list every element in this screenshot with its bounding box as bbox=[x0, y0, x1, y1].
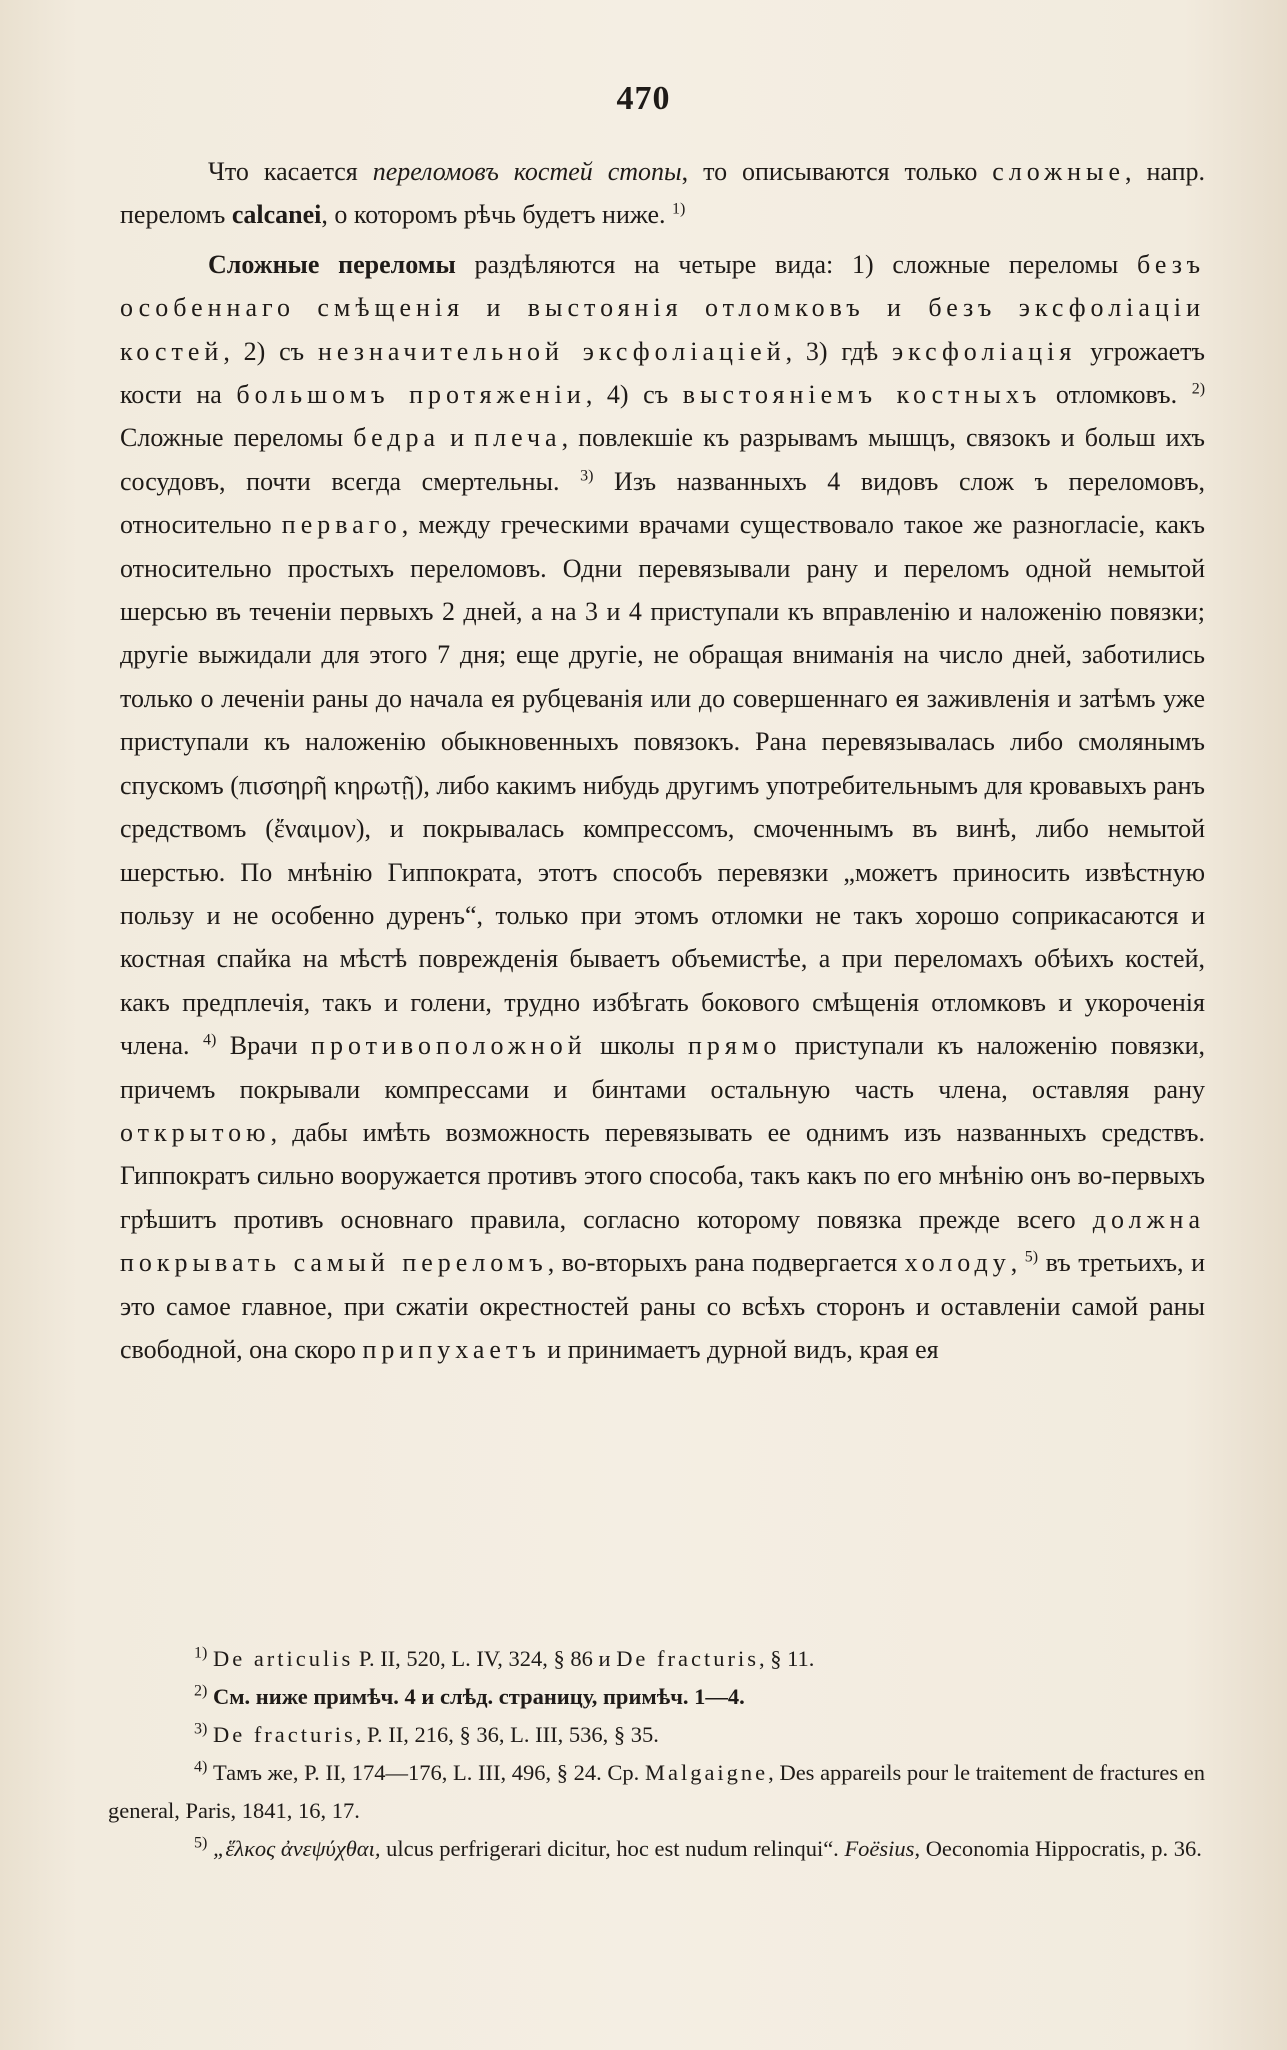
text-run: должна покрывать самый переломъ bbox=[120, 1204, 1205, 1278]
text-run: , то описываются только bbox=[681, 157, 993, 186]
text-run: , 3) гдѣ bbox=[785, 336, 892, 366]
text-run: De articulis bbox=[212, 1646, 354, 1671]
text-run: См. ниже примѣч. 4 и слѣд. страницу, примѣч. 1—4. bbox=[207, 1684, 745, 1709]
text-run: открытою bbox=[120, 1117, 271, 1147]
footnote-marker: 1) bbox=[672, 200, 686, 218]
text-run: выстояніемъ костныхъ bbox=[682, 380, 1042, 410]
footnote-marker: 3) bbox=[580, 467, 594, 485]
text-run: , повлекшіе къ разрывамъ мышцъ, связокъ и больш ихъ сосудовъ, почти всегда смертельны. bbox=[120, 423, 1205, 496]
text-run: переломовъ костей стопы bbox=[372, 157, 682, 186]
footnote-4 bbox=[108, 1754, 1205, 1830]
text-run: припухаетъ bbox=[362, 1334, 541, 1364]
text-run: и принимаетъ дурной видъ, края ея bbox=[540, 1334, 939, 1364]
text-run: ulcus perfrigerari dicitur, hoc est nudum relinqui“. bbox=[386, 1836, 845, 1861]
text-run: приступали къ наложенію повязки, причемъ покрывали компрессами и бинтами остальную часть члена, оставляя рану bbox=[120, 1031, 1206, 1104]
text-run: Foësius bbox=[844, 1836, 915, 1861]
footnotes bbox=[108, 1640, 1205, 1868]
paragraph-1 bbox=[120, 150, 1205, 237]
footnote-marker: 3) bbox=[194, 1720, 208, 1738]
text-run: , Des appareils pour le traitement de fractures en general, Paris, 1841, 16, 17. bbox=[108, 1760, 1206, 1823]
text-run: эксфоліація bbox=[891, 336, 1077, 366]
text-run: безъ особеннаго смѣщенія и выстоянія отломковъ и безъ эксфоліаціи костей bbox=[120, 249, 1206, 366]
footnote-marker: 1) bbox=[194, 1644, 208, 1662]
footnote-marker: 2) bbox=[1191, 380, 1206, 398]
text-run: противоположной bbox=[311, 1031, 587, 1061]
paragraph-2 bbox=[120, 243, 1205, 1372]
text-run: De fracturis bbox=[616, 1646, 760, 1671]
text-run: Изъ названныхъ 4 видовъ слож ъ переломовъ, относительно bbox=[120, 466, 1206, 540]
footnote-1 bbox=[108, 1640, 1205, 1678]
text-run: плеча bbox=[474, 423, 562, 453]
text-run: Что касается bbox=[208, 157, 373, 186]
text-run: раздѣляются на четыре вида: 1) сложные переломы bbox=[455, 249, 1137, 279]
text-run: незначительной эксфоліаціей bbox=[317, 336, 786, 366]
text-run: , 2) съ bbox=[223, 336, 318, 366]
footnote-marker: 5) bbox=[194, 1834, 208, 1852]
text-run: и bbox=[440, 423, 475, 453]
text-run: , 4) съ bbox=[585, 380, 683, 410]
text-run: , о которомъ рѣчь будетъ ниже. bbox=[321, 200, 673, 230]
text-run: , bbox=[1010, 1248, 1025, 1278]
footnote-marker: 4) bbox=[203, 1031, 217, 1049]
text-run: сложные bbox=[992, 157, 1126, 186]
text-run: холоду bbox=[904, 1248, 1011, 1278]
text-run: угрожаетъ кости на bbox=[120, 336, 1205, 410]
footnote-3 bbox=[108, 1716, 1205, 1754]
text-run: , Oeconomia Hippocratis, p. 36. bbox=[914, 1836, 1202, 1861]
text-run: P. II, 520, L. IV, 324, § 86 и bbox=[353, 1646, 617, 1671]
text-run: , P. II, 216, § 36, L. III, 536, § 35. bbox=[355, 1722, 659, 1747]
text-run: , между греческими врачами существовало такое же разногласіе, какъ относительно простыхъ переломовъ. Одни перевязывали рану и переломъ одной немытой шерсью въ теченіи первыхъ 2 дней, а на 3 и 4 приступали къ вправленію и наложенію повязки; другіе выжидали для этого 7 дня; еще другіе, не обращая вниманія на число дней, заботились только о леченіи раны до начала ея рубцеванія или до совершеннаго ея заживленія и затѣмъ уже приступали къ наложенію обыкновенныхъ повязокъ. Рана перевязывалась либо смолянымъ спускомъ (πισσηρῆ κηρωτῇ), либо какимъ нибудь другимъ употребительнымъ для кровавыхъ ранъ средствомъ (ἔναιμον), и покрывалась компрессомъ, смоченнымъ въ винѣ, либо немытой шерстью. По мнѣнію Гиппократа, этотъ способъ перевязки „можетъ приносить извѣстную пользу и не особенно дуренъ“, только при этомъ отломки не такъ хорошо соприкасаются и костная спайка на мѣстѣ поврежденія бываетъ объемистѣе, а при переломахъ обѣихъ костей, какъ предплечія, такъ и голени, трудно избѣгать бокового смѣщенія отломковъ и укороченія члена. bbox=[120, 510, 1206, 1061]
text-run: , § 11. bbox=[759, 1646, 815, 1671]
text-run: De fracturis bbox=[212, 1722, 356, 1747]
text-run: большомъ протяженіи bbox=[236, 380, 586, 410]
text-run: , напр. переломъ bbox=[120, 157, 1206, 230]
text-run: , во-вторыхъ рана подвергается bbox=[547, 1248, 905, 1278]
text-run: въ третьихъ, и это самое главное, при сжатіи окрестностей раны со всѣхъ сторонъ и оставленіи самой раны свободной, она скоро bbox=[120, 1248, 1205, 1364]
footnote-marker: 4) bbox=[194, 1758, 208, 1776]
text-run: Врачи bbox=[216, 1031, 312, 1061]
footnote-2 bbox=[108, 1678, 1205, 1716]
footnote-marker: 5) bbox=[1024, 1248, 1039, 1266]
footnote-marker: 2) bbox=[194, 1682, 208, 1700]
text-run: Сложные переломы bbox=[208, 249, 456, 279]
text-run: calcanei bbox=[231, 200, 322, 230]
text-run: , дабы имѣть возможность перевязывать ее однимъ изъ названныхъ средствъ. Гиппократъ сильно вооружается противъ этого способа, такъ какъ по его мнѣнію онъ во-первыхъ грѣшитъ противъ основнаго правила, согласно которому повязка прежде всего bbox=[120, 1117, 1205, 1234]
text-run: „ἕλκος ἀνεψύχθαι, bbox=[207, 1836, 387, 1861]
text-run: бедра bbox=[353, 423, 441, 453]
text-run: школы bbox=[586, 1031, 689, 1061]
text-run: Malgaigne bbox=[644, 1760, 769, 1785]
page-number: 470 bbox=[616, 80, 671, 117]
main-text bbox=[120, 150, 1205, 1377]
text-run: перваго bbox=[281, 510, 402, 540]
text-run: прямо bbox=[688, 1031, 782, 1061]
text-run: Сложные переломы bbox=[120, 423, 354, 453]
text-run: Тамъ же, P. II, 174—176, L. III, 496, § 24. Ср. bbox=[207, 1760, 645, 1785]
footnote-5 bbox=[108, 1830, 1205, 1868]
text-run: отломковъ. bbox=[1041, 380, 1192, 410]
